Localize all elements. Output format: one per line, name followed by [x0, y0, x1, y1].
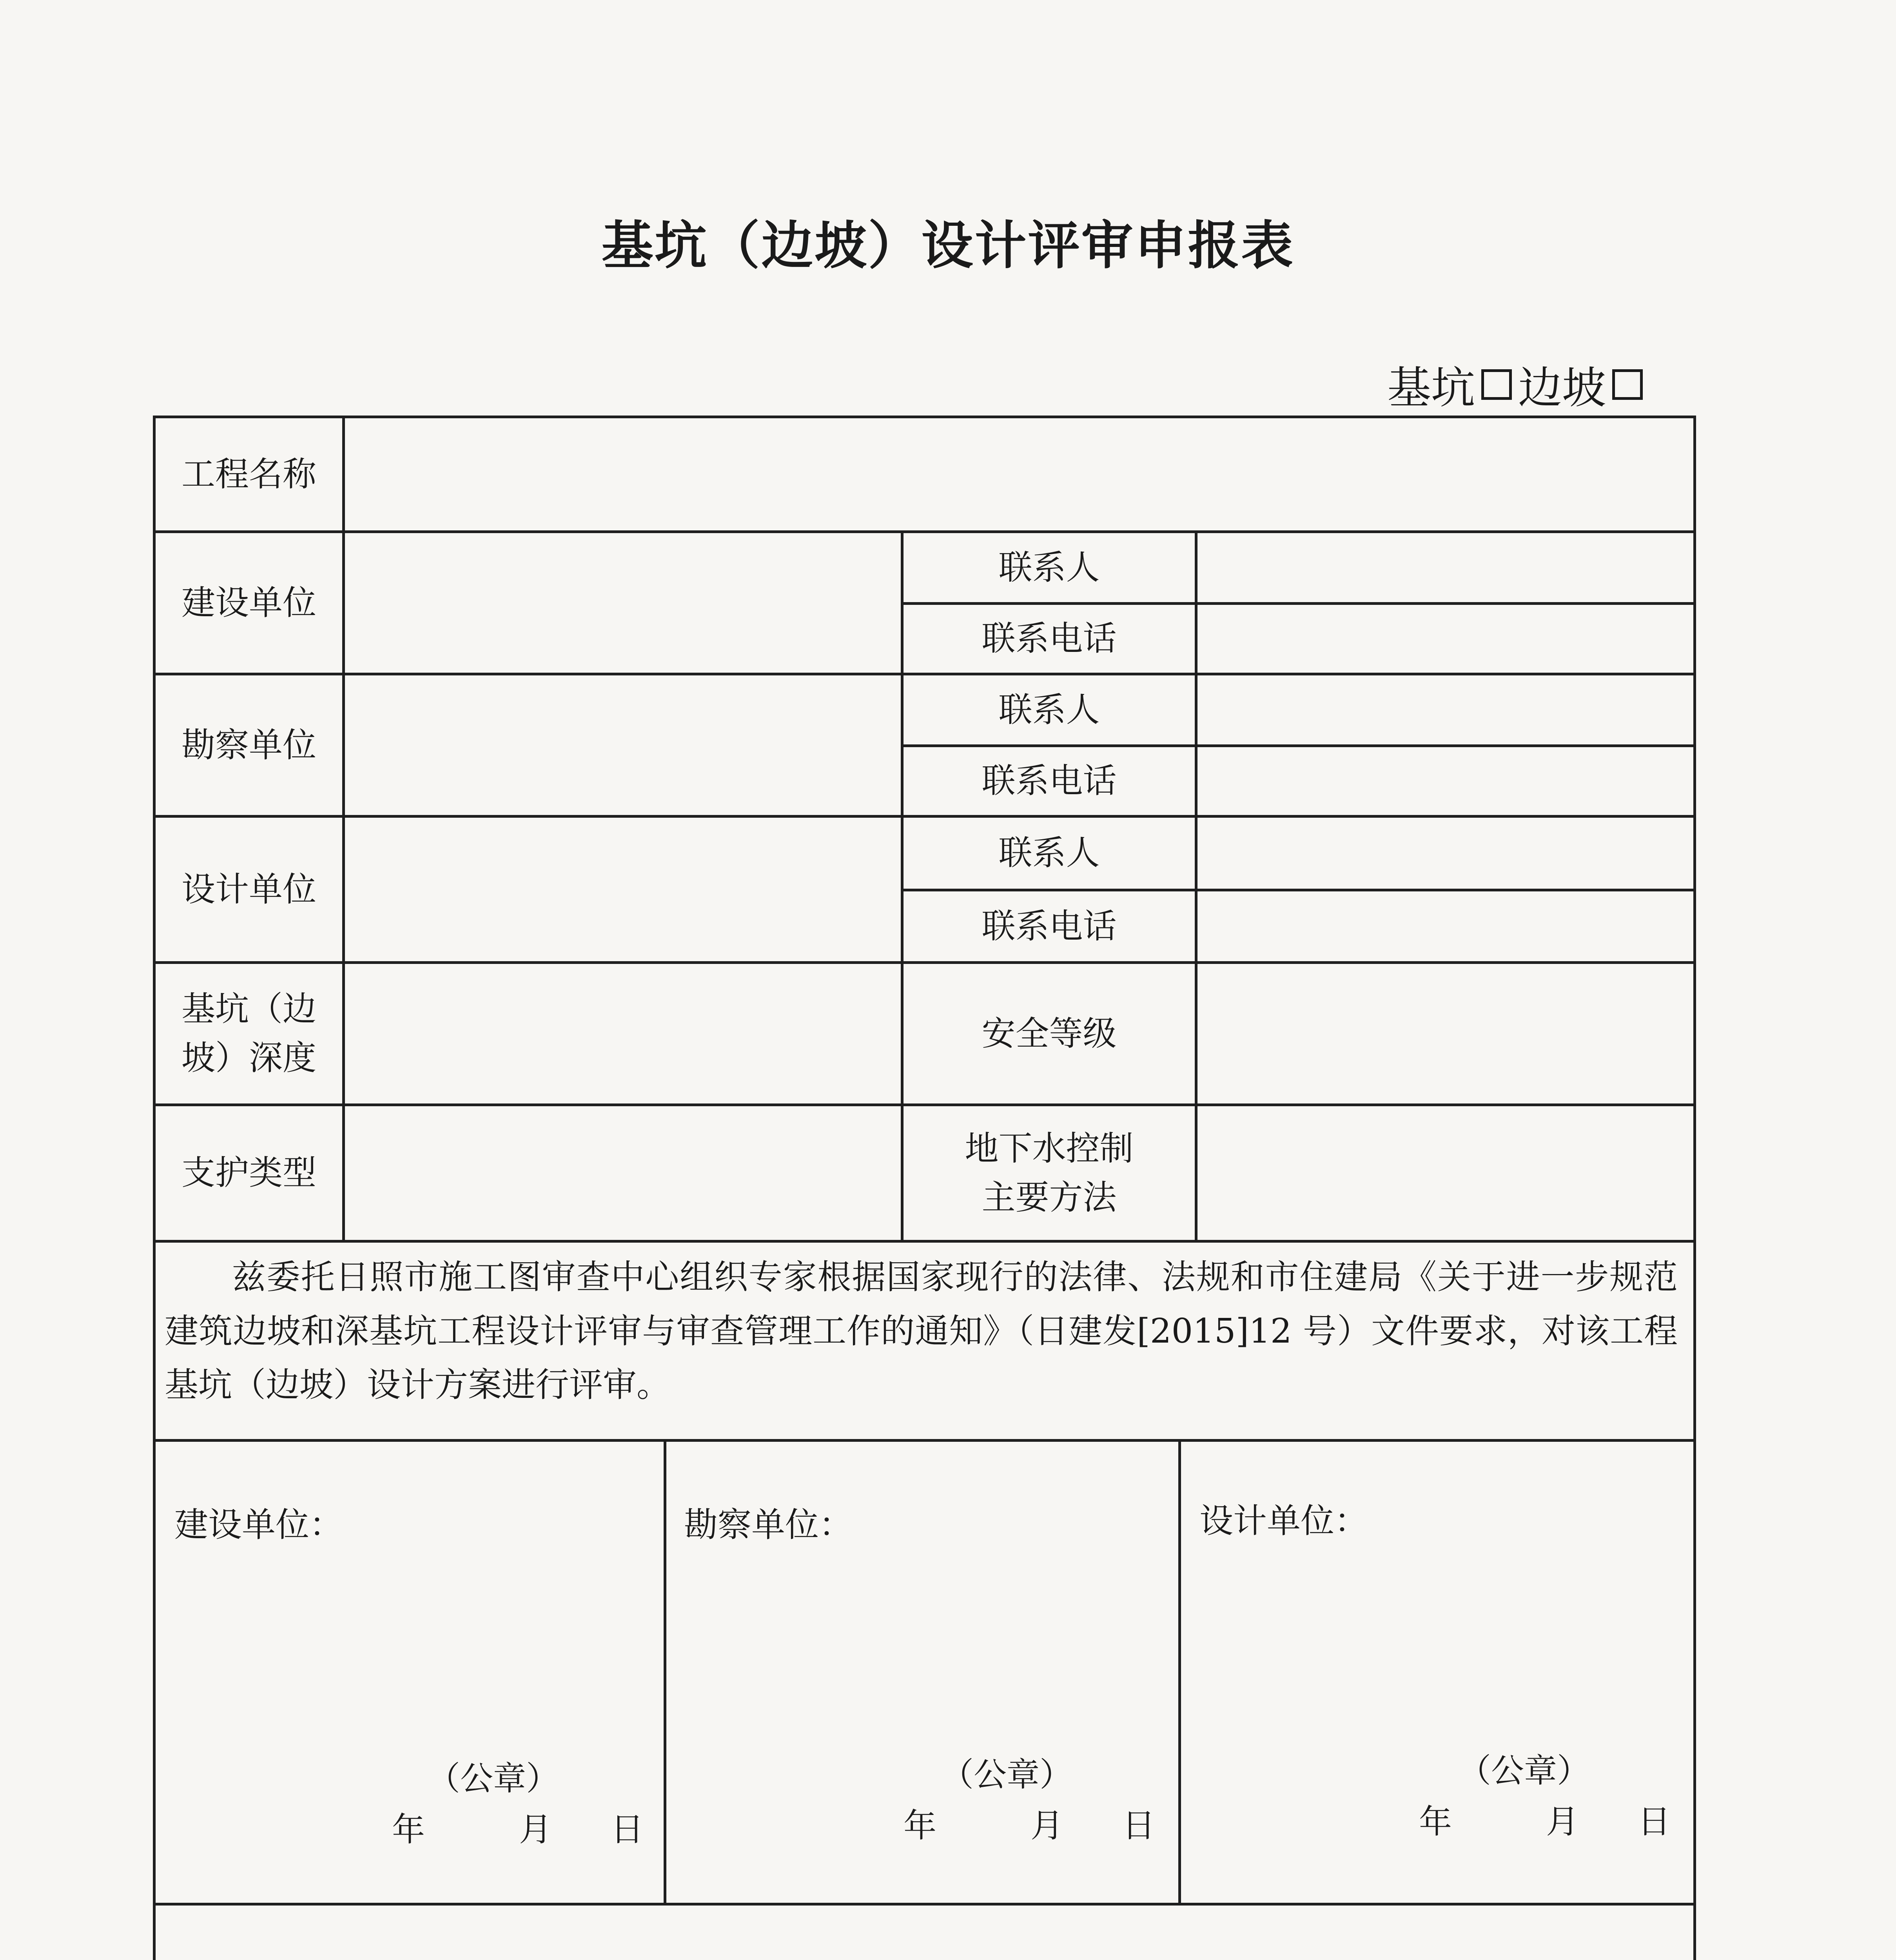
supervision-box[interactable] [153, 1903, 1696, 1960]
depth-label-line2: 坡）深度 [181, 1038, 316, 1078]
groundwater-label-line2: 主要方法 [982, 1178, 1117, 1217]
construction-date [392, 1803, 644, 1851]
construction-unit-field[interactable] [342, 530, 904, 675]
construction-contact-field[interactable] [1195, 530, 1696, 605]
type-selector [1387, 353, 1645, 416]
project-name-label: 工程名称 [181, 454, 316, 494]
pit-checkbox[interactable] [1481, 369, 1512, 400]
survey-signature-title: 勘察单位： [684, 1505, 853, 1544]
page-title: 基坑（边坡）设计评审申报表 [601, 215, 1295, 276]
project-name-field[interactable] [342, 416, 1696, 533]
construction-signature-title: 建设单位： [174, 1505, 343, 1544]
design-unit-field[interactable] [342, 815, 904, 964]
construction-contact-label: 联系人 [998, 548, 1100, 587]
design-contact-label: 联系人 [998, 833, 1100, 873]
design-date-year: 年 [1419, 1802, 1452, 1841]
design-phone-field[interactable] [1195, 889, 1696, 964]
construction-date-month: 月 [519, 1810, 552, 1849]
safety-level-label: 安全等级 [982, 1014, 1117, 1053]
design-contact-field[interactable] [1195, 815, 1696, 891]
statement-text: 兹委托日照市施工图审查中心组织专家根据国家现行的法律、法规和市住建局《关于进一步规范建筑边坡和深基坑工程设计评审与审查管理工作的通知》（日建发[2015]12 号）文件要求，对该工程基坑（边坡）设计方案进行评审。 [165, 1258, 1678, 1405]
depth-label-line1: 基坑（边 [181, 989, 316, 1029]
construction-date-year: 年 [392, 1810, 425, 1849]
groundwater-label [901, 1103, 1197, 1243]
design-unit-label: 设计单位 [181, 869, 316, 909]
slope-checkbox[interactable] [1612, 369, 1643, 400]
survey-date-day: 日 [1122, 1806, 1156, 1845]
construction-unit-label: 建设单位 [181, 583, 316, 622]
construction-phone-field[interactable] [1195, 602, 1696, 675]
survey-contact-label: 联系人 [998, 690, 1100, 730]
design-signature-title: 设计单位： [1199, 1501, 1368, 1541]
design-date [1419, 1795, 1671, 1843]
slope-option-label: 边坡 [1518, 363, 1606, 414]
support-type-label: 支护类型 [181, 1153, 316, 1193]
survey-date [904, 1799, 1155, 1847]
construction-date-day: 日 [611, 1810, 644, 1849]
survey-phone-label: 联系电话 [982, 761, 1117, 801]
survey-official-seal: （公章） [941, 1755, 1073, 1794]
groundwater-method-field[interactable] [1195, 1103, 1696, 1243]
design-date-day: 日 [1638, 1802, 1671, 1841]
design-official-seal: （公章） [1458, 1751, 1590, 1790]
depth-field[interactable] [342, 961, 904, 1106]
survey-date-year: 年 [904, 1806, 937, 1845]
support-type-field[interactable] [342, 1103, 904, 1243]
survey-date-month: 月 [1031, 1806, 1064, 1845]
construction-phone-label: 联系电话 [982, 619, 1117, 659]
construction-official-seal: （公章） [427, 1759, 559, 1798]
survey-unit-field[interactable] [342, 673, 904, 818]
survey-unit-label: 勘察单位 [181, 725, 316, 765]
design-date-month: 月 [1546, 1802, 1579, 1841]
groundwater-label-line1: 地下水控制 [965, 1129, 1134, 1168]
survey-contact-field[interactable] [1195, 673, 1696, 747]
survey-phone-field[interactable] [1195, 744, 1696, 818]
pit-option-label: 基坑 [1387, 363, 1475, 414]
safety-level-field[interactable] [1195, 961, 1696, 1106]
depth-label [153, 961, 345, 1106]
design-phone-label: 联系电话 [982, 906, 1117, 946]
